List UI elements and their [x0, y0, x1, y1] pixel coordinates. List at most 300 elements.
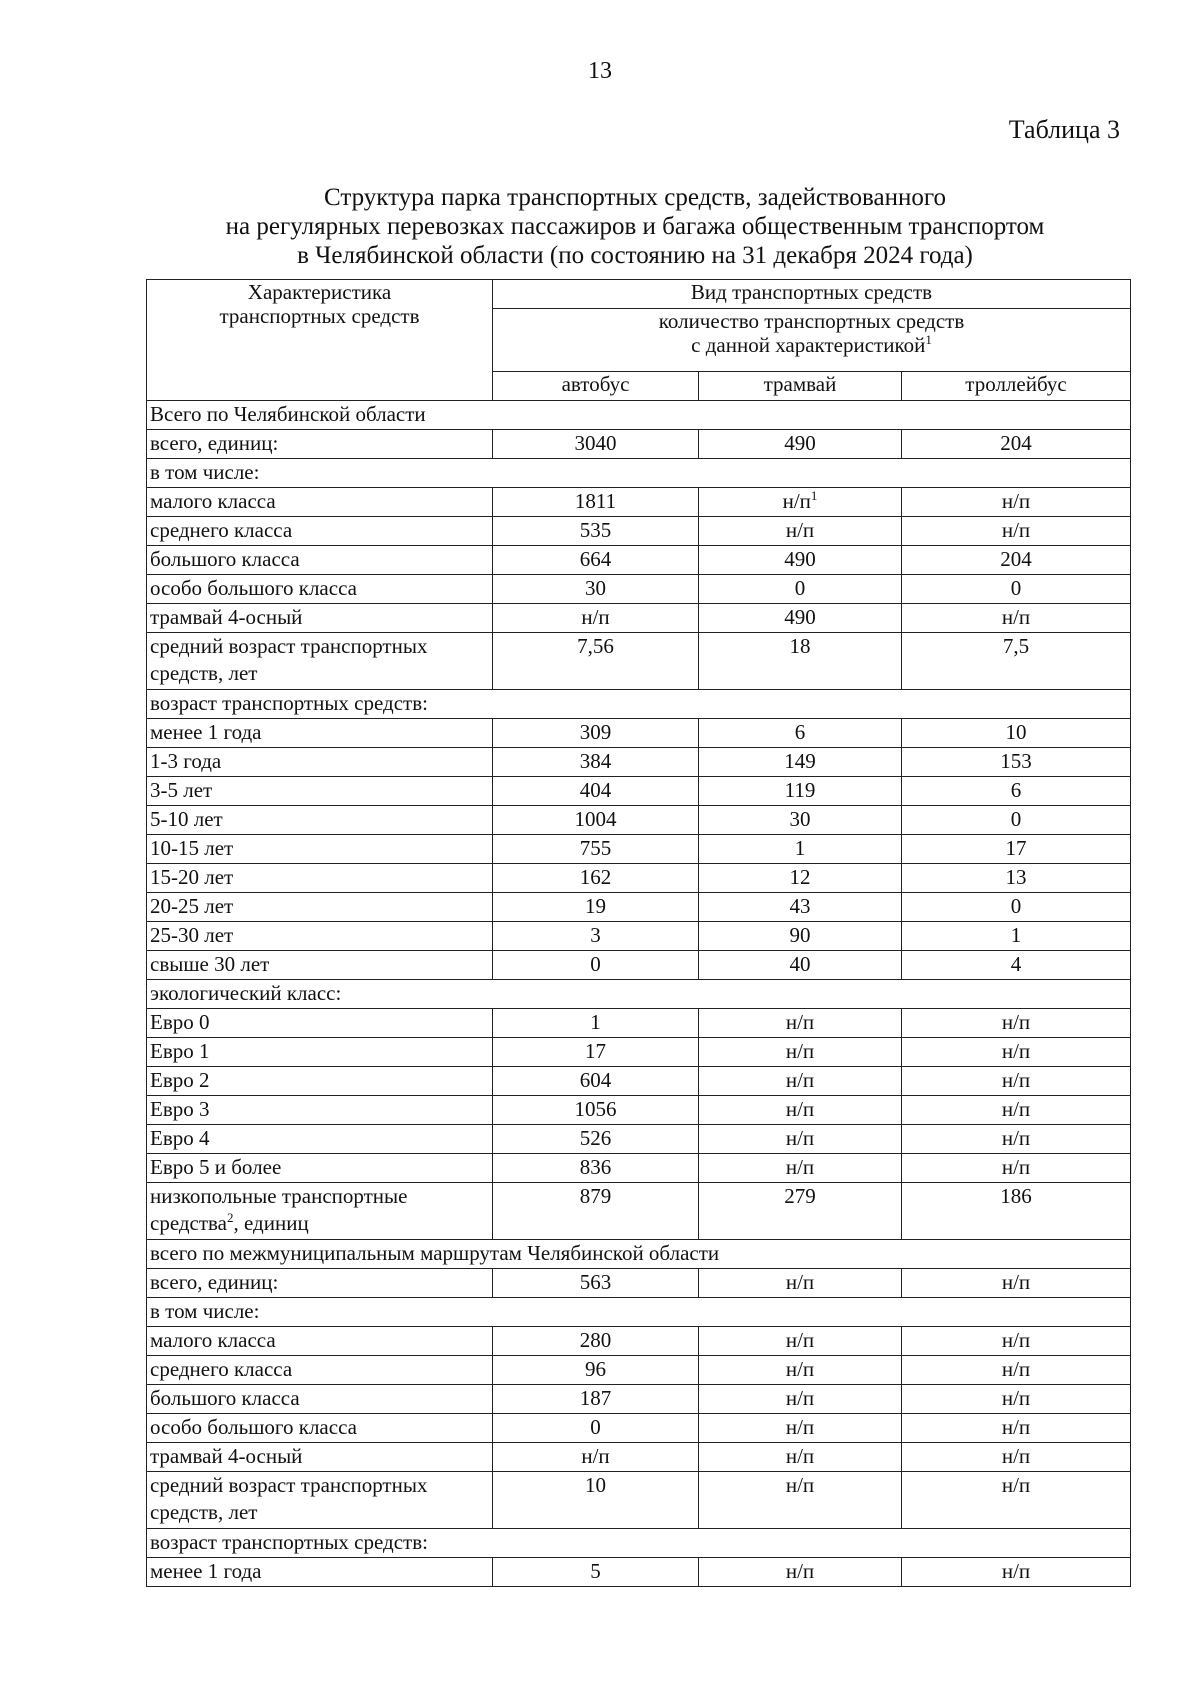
table-row: [147, 517, 1131, 546]
subheading-row: [147, 1298, 1131, 1327]
value-cell-bus: [493, 1385, 699, 1414]
value-text: 12: [789, 865, 811, 889]
value-cell-tram: [699, 430, 902, 459]
value-text: 280: [579, 1328, 612, 1352]
value-text: н/п: [785, 1473, 815, 1497]
row-label: [147, 1385, 493, 1414]
table-row: [147, 951, 1131, 980]
value-cell-trolleybus: [902, 1038, 1131, 1067]
value-text: 0: [1010, 576, 1022, 600]
value-cell-bus: [493, 1154, 699, 1183]
row-label: [147, 1125, 493, 1154]
value-cell-trolleybus: [902, 604, 1131, 633]
count-header: [493, 309, 1131, 371]
value-cell-bus: [493, 835, 699, 864]
value-text: н/п: [1001, 1415, 1031, 1439]
row-label-text: Евро 3: [150, 1097, 210, 1121]
value-text: 535: [579, 518, 612, 542]
row-label-text: особо большого класса: [150, 1415, 357, 1439]
table-row: [147, 430, 1131, 459]
row-label-text: большого класса: [150, 547, 300, 571]
row-label: [147, 1154, 493, 1183]
value-text: 13: [1005, 865, 1027, 889]
table-row: [147, 546, 1131, 575]
value-cell-tram: [699, 1472, 902, 1529]
value-text: 1056: [574, 1097, 617, 1121]
table-row: [147, 633, 1131, 690]
value-cell-bus: [493, 1067, 699, 1096]
value-cell-trolleybus: [902, 1472, 1131, 1529]
row-label: [147, 1009, 493, 1038]
transport-fleet-table: [146, 279, 1131, 1587]
row-label: [147, 1067, 493, 1096]
value-cell-bus: [493, 748, 699, 777]
value-text: 279: [784, 1184, 816, 1208]
value-cell-tram: [699, 488, 902, 517]
value-text: 0: [794, 576, 806, 600]
value-cell-tram: [699, 1038, 902, 1067]
row-label-text: всего, единиц:: [150, 1270, 279, 1294]
value-cell-bus: [493, 951, 699, 980]
value-cell-bus: [493, 546, 699, 575]
value-text: н/п: [785, 1357, 815, 1381]
row-label: [147, 922, 493, 951]
value-cell-bus: [493, 806, 699, 835]
value-text: н/п: [785, 518, 815, 542]
value-cell-tram: [699, 719, 902, 748]
value-text: н/п: [785, 1097, 815, 1121]
row-label: [147, 1038, 493, 1067]
value-cell-trolleybus: [902, 748, 1131, 777]
value-cell-bus: [493, 1183, 699, 1240]
characteristic-header-line: Характеристика: [247, 280, 392, 304]
value-text: н/п: [785, 1270, 815, 1294]
value-text: н/п: [782, 489, 811, 513]
value-text: 490: [784, 431, 816, 455]
value-cell-bus: [493, 922, 699, 951]
row-label: [147, 806, 493, 835]
row-label-text: свыше 30 лет: [150, 952, 270, 976]
table-row: [147, 777, 1131, 806]
title-line: в Челябинской области (по состоянию на 31 декабря 2024 года): [297, 242, 973, 269]
row-label: [147, 719, 493, 748]
table-row: [147, 1009, 1131, 1038]
value-text: 879: [579, 1184, 612, 1208]
value-text: 6: [1010, 778, 1022, 802]
row-label: [147, 777, 493, 806]
row-label-text: большого класса: [150, 1386, 300, 1410]
table-row: [147, 835, 1131, 864]
value-text: 1: [590, 1010, 601, 1034]
value-cell-tram: [699, 575, 902, 604]
value-cell-tram: [699, 1067, 902, 1096]
section-title: Всего по Челябинской области: [147, 401, 1131, 430]
row-label-text: менее 1 года: [150, 1559, 262, 1583]
value-cell-bus: [493, 1472, 699, 1529]
subheading-row: [147, 1529, 1131, 1558]
value-cell-trolleybus: [902, 835, 1131, 864]
subheading-row: [147, 459, 1131, 488]
table-row: [147, 1183, 1131, 1240]
value-text: 10: [585, 1473, 606, 1497]
value-text: 0: [590, 1415, 601, 1439]
value-text: н/п: [785, 1126, 815, 1150]
value-cell-bus: [493, 575, 699, 604]
value-cell-trolleybus: [902, 1183, 1131, 1240]
value-text: 604: [579, 1068, 612, 1092]
value-text: 490: [784, 605, 816, 629]
table-row: [147, 488, 1131, 517]
value-cell-bus: [493, 1125, 699, 1154]
value-text: н/п: [1001, 1039, 1031, 1063]
value-cell-trolleybus: [902, 1327, 1131, 1356]
value-text: 4: [1010, 952, 1022, 976]
row-label-text: 10-15 лет: [150, 836, 234, 860]
table-row: [147, 1125, 1131, 1154]
table-row: [147, 1327, 1131, 1356]
value-cell-bus: [493, 488, 699, 517]
value-text: н/п: [1001, 1068, 1031, 1092]
value-text: 30: [585, 576, 606, 600]
table-row: [147, 1443, 1131, 1472]
row-label: [147, 1327, 493, 1356]
row-label: [147, 546, 493, 575]
row-label-text: средний возраст транспортных средств, лет: [150, 634, 428, 685]
row-label-text: среднего класса: [150, 1357, 293, 1381]
value-text: 7,56: [577, 634, 614, 658]
column-header-trolleybus: троллейбус: [902, 371, 1131, 400]
value-cell-tram: [699, 806, 902, 835]
column-header-bus: автобус: [493, 371, 699, 400]
value-cell-trolleybus: [902, 575, 1131, 604]
section-row: [147, 1240, 1131, 1269]
row-label-text: средний возраст транспортных средств, лет: [150, 1473, 428, 1524]
value-cell-tram: [699, 1269, 902, 1298]
value-cell-tram: [699, 1327, 902, 1356]
footnote-marker: 2: [227, 1210, 234, 1225]
row-label: [147, 575, 493, 604]
value-cell-trolleybus: [902, 1009, 1131, 1038]
value-text: н/п: [1001, 1328, 1031, 1352]
row-label: [147, 1183, 493, 1240]
value-text: 1811: [574, 489, 617, 513]
row-label: [147, 1269, 493, 1298]
value-cell-trolleybus: [902, 719, 1131, 748]
value-cell-bus: [493, 1356, 699, 1385]
footnote-marker: 1: [810, 488, 818, 503]
value-cell-trolleybus: [902, 1096, 1131, 1125]
row-label-text: 3-5 лет: [150, 778, 213, 802]
subheading-label: в том числе:: [147, 1298, 1131, 1327]
value-text: 6: [794, 720, 806, 744]
value-text: 17: [1005, 836, 1027, 860]
value-text: 187: [579, 1386, 612, 1410]
value-text: 204: [1000, 431, 1032, 455]
subheading-label: в том числе:: [147, 459, 1131, 488]
row-label-text: 20-25 лет: [150, 894, 234, 918]
subheading-label: экологический класс:: [147, 980, 1131, 1009]
table-row: [147, 1558, 1131, 1587]
row-label-text: Евро 5 и более: [150, 1155, 282, 1179]
value-cell-tram: [699, 893, 902, 922]
value-text: н/п: [581, 605, 610, 629]
value-text: 836: [579, 1155, 612, 1179]
table-row: [147, 1385, 1131, 1414]
section-row: [147, 401, 1131, 430]
row-label-text: особо большого класса: [150, 576, 357, 600]
value-text: н/п: [1001, 1386, 1031, 1410]
value-text: 664: [579, 547, 612, 571]
value-text: 755: [579, 836, 612, 860]
value-cell-trolleybus: [902, 517, 1131, 546]
table-row: [147, 864, 1131, 893]
value-text: н/п: [1001, 518, 1031, 542]
value-cell-tram: [699, 777, 902, 806]
row-label: [147, 748, 493, 777]
title-line: на регулярных перевозках пассажиров и багажа общественным транспортом: [225, 213, 1045, 240]
value-text: н/п: [785, 1328, 815, 1352]
subheading-label: возраст транспортных средств:: [147, 690, 1131, 719]
value-text: 162: [579, 865, 612, 889]
value-cell-tram: [699, 1154, 902, 1183]
value-text: н/п: [1001, 1473, 1031, 1497]
value-text: 186: [1000, 1184, 1032, 1208]
row-label: [147, 633, 493, 690]
value-cell-trolleybus: [902, 922, 1131, 951]
value-cell-trolleybus: [902, 1154, 1131, 1183]
vehicle-type-header: Вид транспортных средств: [493, 280, 1131, 309]
value-cell-tram: [699, 951, 902, 980]
table-body: [147, 401, 1131, 1587]
value-text: 119: [784, 778, 816, 802]
value-cell-trolleybus: [902, 1558, 1131, 1587]
value-cell-tram: [699, 1183, 902, 1240]
value-cell-bus: [493, 1038, 699, 1067]
value-text: 18: [789, 634, 811, 658]
value-cell-trolleybus: [902, 488, 1131, 517]
value-text: н/п: [1001, 1444, 1031, 1468]
table-row: [147, 1356, 1131, 1385]
row-label-suffix: , единиц: [233, 1211, 309, 1235]
value-text: 526: [579, 1126, 612, 1150]
value-text: 96: [585, 1357, 606, 1381]
value-cell-tram: [699, 1125, 902, 1154]
value-text: н/п: [1001, 1270, 1031, 1294]
value-text: 0: [1010, 894, 1022, 918]
value-cell-bus: [493, 1558, 699, 1587]
row-label-text: низкопольные транспортные средства: [150, 1184, 408, 1235]
row-label-text: Евро 2: [150, 1068, 210, 1092]
value-text: 1004: [574, 807, 617, 831]
value-text: н/п: [785, 1155, 815, 1179]
table-row: [147, 922, 1131, 951]
value-text: н/п: [785, 1068, 815, 1092]
value-cell-bus: [493, 777, 699, 806]
value-cell-tram: [699, 1385, 902, 1414]
value-cell-trolleybus: [902, 1269, 1131, 1298]
value-text: н/п: [581, 1444, 610, 1468]
row-label-text: 15-20 лет: [150, 865, 234, 889]
value-text: н/п: [1001, 1126, 1031, 1150]
value-cell-bus: [493, 1327, 699, 1356]
row-label: [147, 1472, 493, 1529]
value-cell-bus: [493, 1414, 699, 1443]
table-row: [147, 1067, 1131, 1096]
value-cell-bus: [493, 430, 699, 459]
value-text: 384: [579, 749, 612, 773]
value-cell-tram: [699, 604, 902, 633]
value-cell-trolleybus: [902, 633, 1131, 690]
value-cell-tram: [699, 1558, 902, 1587]
value-cell-trolleybus: [902, 1443, 1131, 1472]
column-header-tram: трамвай: [699, 371, 902, 400]
table-row: [147, 575, 1131, 604]
value-cell-bus: [493, 633, 699, 690]
value-text: 0: [1010, 807, 1022, 831]
value-text: 43: [789, 894, 811, 918]
value-cell-tram: [699, 517, 902, 546]
value-cell-tram: [699, 633, 902, 690]
value-text: 1: [1010, 923, 1022, 947]
value-text: 149: [784, 749, 816, 773]
row-label-text: всего, единиц:: [150, 431, 279, 455]
row-label: [147, 1096, 493, 1125]
row-label-text: трамвай 4-осный: [150, 605, 303, 629]
value-text: 0: [590, 952, 601, 976]
value-cell-tram: [699, 1009, 902, 1038]
value-text: 490: [784, 547, 816, 571]
row-label: [147, 1356, 493, 1385]
value-cell-trolleybus: [902, 864, 1131, 893]
value-text: 563: [579, 1270, 612, 1294]
value-text: н/п: [785, 1444, 815, 1468]
value-cell-bus: [493, 1269, 699, 1298]
section-title: всего по межмуниципальным маршрутам Челябинской области: [147, 1240, 1131, 1269]
table-row: [147, 1472, 1131, 1529]
value-cell-tram: [699, 546, 902, 575]
value-text: 3040: [574, 431, 617, 455]
value-text: н/п: [1001, 489, 1031, 513]
value-cell-tram: [699, 748, 902, 777]
value-text: н/п: [785, 1386, 815, 1410]
row-label: [147, 835, 493, 864]
row-label-text: среднего класса: [150, 518, 293, 542]
row-label: [147, 604, 493, 633]
value-text: 1: [794, 836, 806, 860]
value-text: 204: [1000, 547, 1032, 571]
subheading-label: возраст транспортных средств:: [147, 1529, 1131, 1558]
table-row: [147, 893, 1131, 922]
value-text: н/п: [1001, 1010, 1031, 1034]
subheading-row: [147, 980, 1131, 1009]
value-cell-trolleybus: [902, 777, 1131, 806]
value-cell-bus: [493, 1009, 699, 1038]
value-text: 3: [590, 923, 601, 947]
value-cell-trolleybus: [902, 430, 1131, 459]
value-text: 7,5: [1002, 634, 1030, 658]
value-cell-bus: [493, 864, 699, 893]
value-text: н/п: [1001, 1559, 1031, 1583]
value-cell-tram: [699, 835, 902, 864]
value-text: 309: [579, 720, 612, 744]
row-label-text: малого класса: [150, 1328, 276, 1352]
row-label-text: менее 1 года: [150, 720, 262, 744]
table-row: [147, 719, 1131, 748]
value-text: н/п: [1001, 1097, 1031, 1121]
value-text: 90: [789, 923, 811, 947]
row-label-text: малого класса: [150, 489, 276, 513]
value-text: 30: [789, 807, 811, 831]
value-cell-bus: [493, 1096, 699, 1125]
row-label: [147, 430, 493, 459]
value-text: н/п: [785, 1039, 815, 1063]
value-cell-trolleybus: [902, 1414, 1131, 1443]
table-title: [140, 183, 1130, 270]
value-text: н/п: [1001, 1357, 1031, 1381]
value-text: н/п: [1001, 1155, 1031, 1179]
value-text: н/п: [785, 1415, 815, 1439]
row-label: [147, 517, 493, 546]
table-row: [147, 1154, 1131, 1183]
value-cell-bus: [493, 604, 699, 633]
value-text: н/п: [785, 1010, 815, 1034]
value-cell-bus: [493, 1443, 699, 1472]
value-cell-tram: [699, 1443, 902, 1472]
value-cell-bus: [493, 893, 699, 922]
row-label-text: трамвай 4-осный: [150, 1444, 303, 1468]
table-label: Таблица 3: [1008, 115, 1120, 144]
characteristic-header: [147, 280, 493, 401]
value-cell-trolleybus: [902, 546, 1131, 575]
row-label: [147, 1443, 493, 1472]
value-cell-trolleybus: [902, 806, 1131, 835]
footnote-marker: 1: [925, 332, 932, 348]
value-text: н/п: [1001, 605, 1031, 629]
value-cell-tram: [699, 1356, 902, 1385]
row-label-text: 25-30 лет: [150, 923, 234, 947]
page-number: 13: [588, 58, 612, 84]
value-cell-tram: [699, 1414, 902, 1443]
value-text: 17: [585, 1039, 606, 1063]
count-header-line: количество транспортных средств: [658, 309, 965, 334]
row-label: [147, 893, 493, 922]
characteristic-header-line: транспортных средств: [219, 304, 420, 328]
row-label: [147, 488, 493, 517]
row-label-text: Евро 0: [150, 1010, 210, 1034]
row-label-text: 1-3 года: [150, 749, 222, 773]
value-cell-trolleybus: [902, 1067, 1131, 1096]
value-cell-trolleybus: [902, 1385, 1131, 1414]
table-row: [147, 806, 1131, 835]
value-text: 153: [1000, 749, 1032, 773]
value-cell-trolleybus: [902, 1356, 1131, 1385]
title-line: Структура парка транспортных средств, задействованного: [324, 184, 946, 211]
count-header-line: с данной характеристикой$^1$: [691, 332, 932, 358]
value-text: 5: [590, 1559, 601, 1583]
table-row: [147, 1096, 1131, 1125]
row-label: [147, 951, 493, 980]
value-cell-bus: [493, 517, 699, 546]
value-text: 19: [585, 894, 606, 918]
table-row: [147, 604, 1131, 633]
subheading-row: [147, 690, 1131, 719]
value-text: н/п: [785, 1559, 815, 1583]
value-cell-bus: [493, 719, 699, 748]
table-row: [147, 748, 1131, 777]
table-row: [147, 1269, 1131, 1298]
row-label-text: Евро 1: [150, 1039, 210, 1063]
row-label-text: 5-10 лет: [150, 807, 223, 831]
